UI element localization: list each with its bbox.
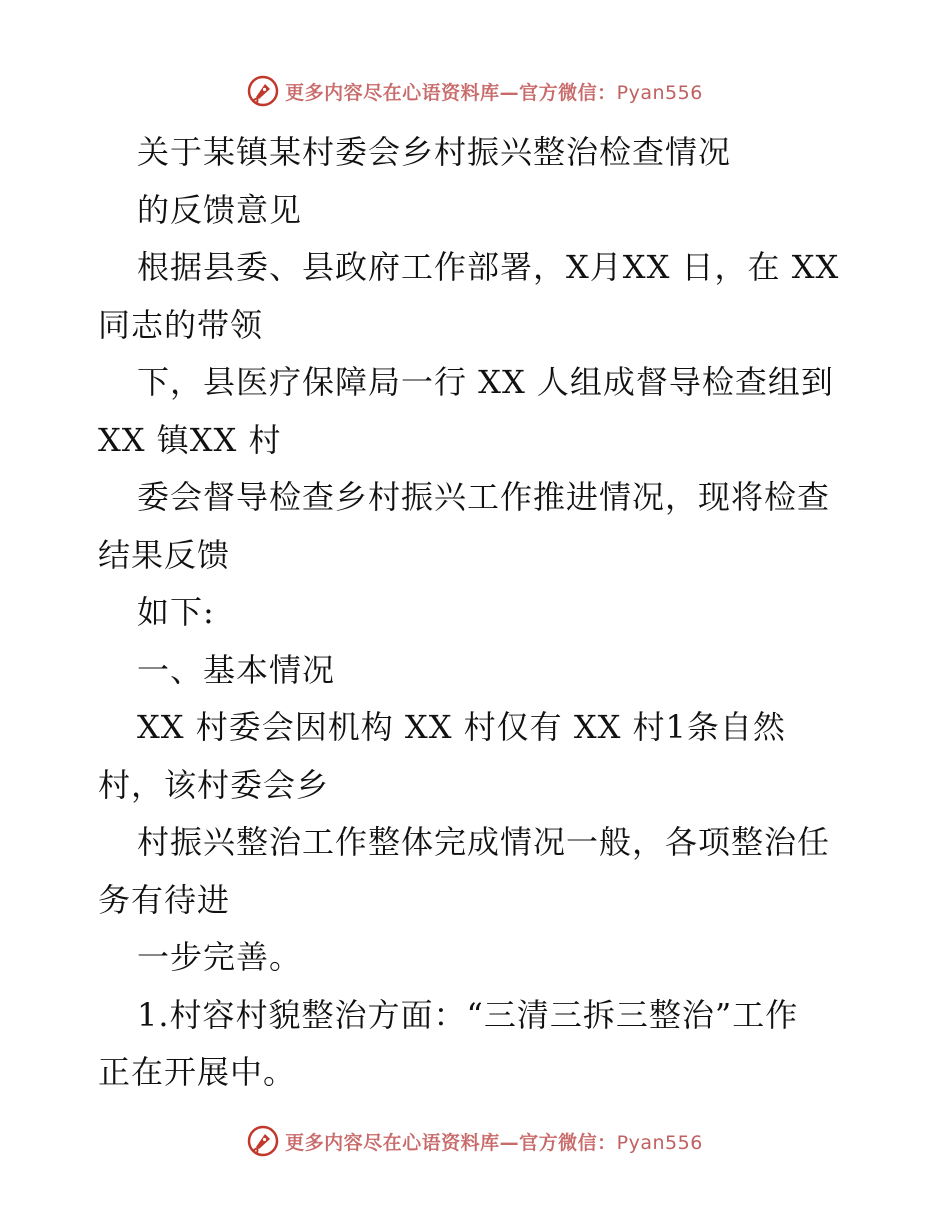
section-heading: 一、基本情况: [137, 650, 336, 689]
paragraph-line: 正在开展中。: [98, 1053, 297, 1091]
paragraph-line: 同志的带领: [98, 305, 264, 344]
paragraph-line: 根据县委、县政府工作部署，X月XX 日，在 XX: [137, 248, 840, 286]
title-line-1: 关于某镇某村委会乡村振兴整治检查情况: [137, 133, 732, 171]
wechat-handle: Pyan556: [616, 1131, 703, 1154]
paragraph-line: 一步完善。: [137, 938, 303, 976]
pen-nib-logo-icon: [247, 1125, 279, 1157]
paragraph-line: 村振兴整治工作整体完成情况一般，各项整治任: [137, 823, 831, 861]
document-body: [98, 124, 858, 1102]
footer-watermark-banner: [0, 1121, 950, 1161]
pen-nib-logo-icon: [247, 75, 279, 107]
paragraph-line: 1.村容村貌整治方面：“三清三拆三整治”工作: [137, 995, 799, 1034]
paragraph-line: 委会督导检查乡村振兴工作推进情况，现将检查: [137, 478, 831, 516]
paragraph-line: XX 镇XX 村: [98, 420, 282, 459]
paragraph-line: 务有待进: [98, 880, 231, 919]
paragraph-line: 下，县医疗保障局一行 XX 人组成督导检查组到: [137, 363, 834, 401]
watermark-text: 更多内容尽在心语资料库—官方微信：Pyan556: [285, 81, 703, 104]
header-watermark-banner: [0, 71, 950, 111]
wechat-handle: Pyan556: [616, 81, 703, 104]
paragraph-line: 如下:: [137, 593, 215, 631]
paragraph-line: 村，该村委会乡: [98, 765, 330, 804]
paragraph-line: XX 村委会因机构 XX 村仅有 XX 村1条自然: [137, 708, 786, 746]
title-line-2: 的反馈意见: [137, 190, 303, 229]
watermark-text: 更多内容尽在心语资料库—官方微信：Pyan556: [285, 1131, 703, 1154]
paragraph-line: 结果反馈: [98, 535, 231, 574]
